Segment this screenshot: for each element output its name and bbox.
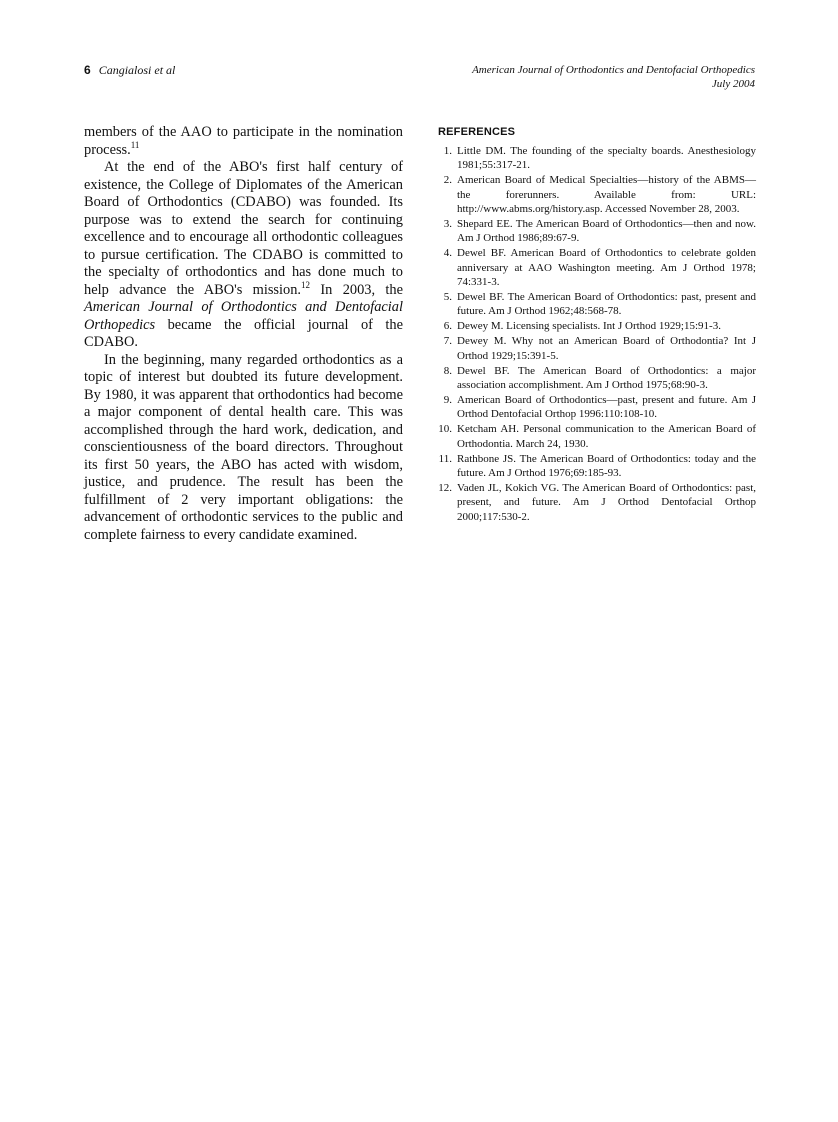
reference-text: Shepard EE. The American Board of Orthodontics—then and now. Am J Orthod 1986;89:67-9. <box>457 218 756 245</box>
journal-name: American Journal of Orthodontics and Dentofacial Orthopedics <box>84 299 403 333</box>
reference-text: Dewel BF. American Board of Orthodontics to celebrate golden anniversary at AAO Washington meeting. Am J Orthod 1978; 74:331-3. <box>457 247 756 289</box>
reference-item <box>438 173 756 216</box>
reference-text: Dewel BF. The American Board of Orthodontics: past, present and future. Am J Orthod 1962;48:568-78. <box>457 291 756 318</box>
reference-item <box>438 364 756 393</box>
reference-number: 3. <box>443 218 452 231</box>
reference-text: Vaden JL, Kokich VG. The American Board of Orthodontics: past, present, and future. Am J Orthod Dentofacial Orthop 2000;117:530-2. <box>457 481 756 523</box>
paragraph: In the beginning, many regarded orthodontics as a topic of interest but doubted its future development. By 1980, it was apparent that orthodontics had become a major component of dental health care. This was accomplished through the hard work, dedication, and conscientiousness of the board directors. Throughout its first 50 years, the ABO has acted with wisdom, justice, and prudence. The result has been the fulfillment of 2 very important obligations: the advancement of orthodontic services to the public and complete fairness to every candidate examined. <box>84 351 403 543</box>
page-number: 6 <box>84 63 91 77</box>
paragraph-text: members of the AAO to participate in the nomination process. <box>84 124 403 158</box>
reference-item <box>438 217 756 246</box>
reference-number: 12. <box>438 481 452 494</box>
reference-number: 11. <box>438 452 452 465</box>
reference-number: 5. <box>443 291 452 304</box>
reference-item <box>438 144 756 173</box>
reference-number: 2. <box>443 174 452 187</box>
reference-item <box>438 393 756 422</box>
paragraph-text: At the end of the ABO's first half century of existence, the College of Diplomates of the American Board of Orthodontics (CDABO) was founded. Its purpose was to extend the search for continuing excellence and to encourage all orthodontic colleagues to pursue certification. The CDABO is committed to the specialty of orthodontics and has done much to help advance the ABO's mission. <box>84 159 403 298</box>
reference-number: 1. <box>443 145 452 157</box>
paragraph-text: became the official journal of the CDABO. <box>84 316 403 350</box>
reference-text: American Board of Orthodontics—past, present and future. Am J Orthod Dentofacial Orthop 1996:110:108-10. <box>457 393 756 421</box>
reference-item <box>438 319 756 333</box>
issue-date: July 2004 <box>711 78 755 90</box>
reference-item <box>438 334 756 363</box>
reference-number: 4. <box>443 247 452 260</box>
paragraph-text: In 2003, the <box>310 281 404 298</box>
reference-number: 9. <box>443 393 452 406</box>
running-header-left <box>84 63 175 78</box>
reference-item <box>438 481 756 524</box>
reference-number: 6. <box>443 320 452 333</box>
reference-text: Little DM. The founding of the specialty boards. Anesthesiology 1981;55:317-21. <box>457 145 756 172</box>
running-header-right <box>472 63 755 91</box>
paragraph <box>84 159 403 352</box>
paragraph <box>84 124 403 159</box>
reference-text: Dewey M. Licensing specialists. Int J Orthod 1929;15:91-3. <box>457 320 721 333</box>
references-heading: REFERENCES <box>438 126 516 138</box>
reference-text: Dewel BF. The American Board of Orthodontics: a major association accomplishment. Am J Orthod 1975;68:90-3. <box>457 364 756 391</box>
reference-number: 7. <box>443 335 452 348</box>
reference-item <box>438 290 756 319</box>
journal-title: American Journal of Orthodontics and Dentofacial Orthopedics <box>472 64 755 76</box>
body-text-column <box>84 124 403 544</box>
citation-12: 12 <box>301 279 311 290</box>
references-list <box>438 144 756 524</box>
reference-item <box>438 422 756 451</box>
reference-item <box>438 246 756 289</box>
citation-11: 11 <box>130 139 140 150</box>
authors: Cangialosi et al <box>98 63 176 77</box>
reference-text: American Board of Medical Specialties—history of the ABMS—the forerunners. Available from: URL: http://www.abms.org/history.asp. Accessed November 28, 2003. <box>457 174 756 216</box>
reference-item <box>438 452 756 481</box>
reference-number: 10. <box>438 423 452 436</box>
reference-number: 8. <box>443 364 452 377</box>
reference-text: Rathbone JS. The American Board of Orthodontics: today and the future. Am J Orthod 1976;69:185-93. <box>457 452 756 479</box>
references-section <box>438 126 756 525</box>
reference-text: Dewey M. Why not an American Board of Orthodontia? Int J Orthod 1929;15:391-5. <box>457 335 756 362</box>
reference-text: Ketcham AH. Personal communication to the American Board of Orthodontia. March 24, 1930. <box>457 423 756 450</box>
